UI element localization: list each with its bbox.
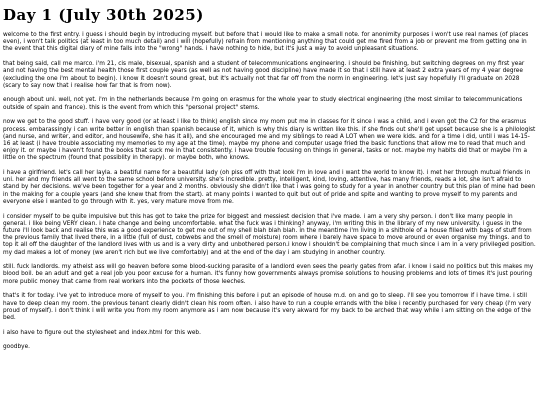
page-title: Day 1 (July 30th 2025) bbox=[3, 6, 204, 24]
paragraph: welcome to the first entry. i guess i should begin by introducing myself. but before that i would like to make a small note. for anonimity purposes i won't use real names (of places even), i won't talk politics (at least in too much detail) and i will (hopefully) refrain from mentioning anything that could get me fired from a job or prevent me from getting one in the event that this digital diary of mine falls into the "wrong" hands. i have nothing to hide, but it's just a way to avoid unpleasant situations. bbox=[3, 32, 529, 53]
paragraph: that's it for today. i've yet to introduce more of myself to you. i'm finishing this before i put an episode of house m.d. on and go to sleep. i'll see you tomorrow if i have time. i still have to deep clean my room. the previous tenant clearly didn't clean his room often. i also have to run a couple errands with the bike i recently purchased for very cheap (i'm very proud of myself). i don't think i will write you from my room anymore as i am now because it's very akward for my back to be arched that way while i am sitting on the edge of the bed. bbox=[3, 293, 532, 321]
paragraph: now we get to the good stuff. i have very good (or at least i like to think) english since my mom put me in classes for it since i was a child, and i even got the C2 for the erasmus process. embarassingly i can write better in english than spanish because of it, which is why this diary is written like this. if she finds out she'll get upset because she is a philologist (and nurse, and writer, and editor, and housewife, she has it all), and she encouraged me and my siblings to read A LOT when we were kids. and for a time i did, until i was 14-15-16 at least (i have trouble associating my memories to my age at the time). maybe my phone and computer usage fried the basic functions that allow me to read that much and enjoy it. or maybe i haven't found the books that suck me in that consistently. i have trouble focusing on things in general, tasks or not. maybe my habits did that or maybe i'm a little on the spectrum (found that possiblity in therapy). or maybe both, who knows. bbox=[3, 119, 536, 162]
entry-content bbox=[3, 32, 540, 352]
paragraph: i also have to figure out the stylesheet and index.html for this web. bbox=[3, 329, 201, 336]
paragraph: i have a girlfriend. let's call her layla. a beatiful name for a beautiful lady (oh piss off with that look i'm in love and i want the world to know it). i met her through mutual friends in uni. her and my friends all went to the same school before university. she's incredible. pretty, intelligent, kind, loving, attentive, has many friends, reads a lot, she isn't afraid to stand by her decisions. we've been together for a year and 2 months. obviously she didn't like that i was going to study for a year in another country but this plan of mine had been in the making for a couple years (and she knew that from the start). at many points i wanted to quit but out of pride and spite and wanting to prove myself to my parents and everyone else i wanted to go through with it. yes, very mature move from me. bbox=[3, 170, 536, 205]
paragraph: still. fuck landlords. my atheist ass will go heaven before some blood-sucking parasite of a landlord even sees the pearly gates from afar. i know i said no politics but this makes my blood boil. be an adult and get a real job you poor excuse for a human. it's funny how governments always promise solutions to housing problems and lots of times it's just pouring more public money that came from real workers into the pockets of those leeches. bbox=[3, 264, 534, 285]
paragraph: i consider myself to be quite impulsive but this has got to take the prize for biggest and messiest decision that i've made. i am a very shy person. i don't like many people in general. i like being VERY clean. i hate change and being uncomfortable. what the fuck was i thinking? anyway, i'm writing this in the library of my new university. i guess in the future i'll look back and realise this was a good experience to get me out of my shell blah blah blah. in the meantime i'm living in a shithole of a house filled with bags of stuff from the previous family that lived there, in a little (full of dust, cobwebs and the smell of moisture) room where i barely have space to move around or even organise my things. and to top it all off the daughter of the landlord lives with us and is a very dirty and unbothered person.i know i shouldn't be complaining that much since i am in a very privileged position. my dad makes a lot of money (we aren't rich but we live comfortably) and at the end of the day i am studying in another country. bbox=[3, 213, 536, 256]
paragraph: that being said, call me marco. i'm 21, cis male, bisexual, spanish and a student of telecommunications engineering. i should be finishing, but switching degrees on my first year and not having the best mental health those first couple years (as well as not having good discipline) have made it so that i still have at least 2 extra years of my 4 year degree (excluding the one i'm about to begin). i know it doesn't sound great, but it's actually not that far off from the norm in engineering. let's just say hopefully i'll graduate on 2028 (scary to say now that i realise how far that is from now). bbox=[3, 61, 525, 89]
paragraph: enough about uni. well, not yet. i'm in the netherlands because i'm going on erasmus for the whole year to study electrical engineering (the most similar to telecommunications outside of spain and france). this is the event from which this "personal project" stems. bbox=[3, 97, 523, 111]
paragraph: goodbye. bbox=[3, 344, 30, 351]
